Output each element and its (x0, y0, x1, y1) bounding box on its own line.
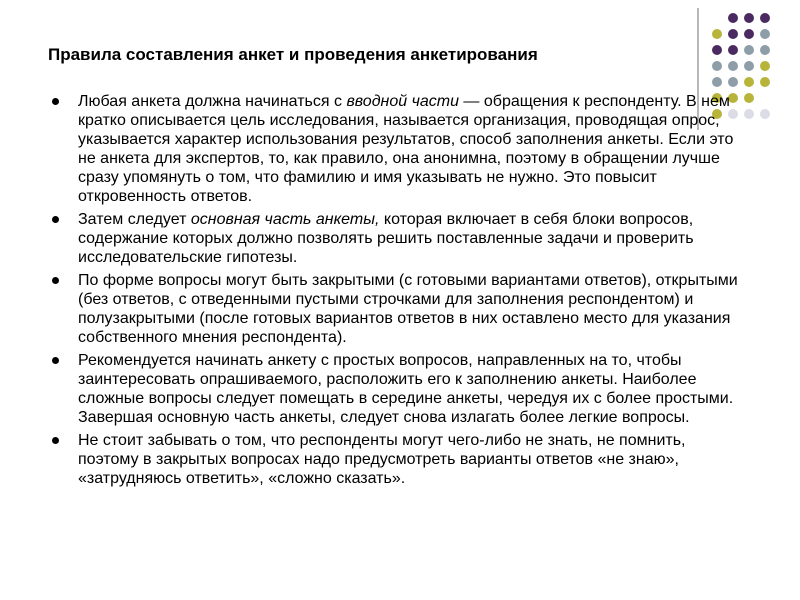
decorative-dot (744, 61, 754, 71)
paragraph-text: которая включает в себя блоки вопросов, содержание которых должно позволять решить поставленные задачи и проверить исследовательские гипотезы. (78, 211, 699, 266)
decorative-dot (744, 109, 754, 119)
decorative-dot (760, 93, 770, 103)
bullet-paragraph-recommendations (52, 351, 742, 427)
paragraph-text: Не стоит забывать о том, что респонденты могут чего-либо не знать, не помнить, поэтому в закрытых вопросах надо предусмотреть варианты ответов «не знаю», «затрудняюсь ответить», «сложно сказать». (78, 432, 690, 487)
decorative-dot (760, 109, 770, 119)
paragraph-text: Любая анкета должна начинаться с (78, 93, 347, 110)
bullet-dot (52, 357, 59, 364)
paragraph-text: — обращения к респонденту. В нем кратко описывается цель исследования, называется организация, проводящая опрос, указывается характер использования результатов, способ заполнения анкеты. Если это не анкета для экспертов, то, как правило, она анонимна, поэтому в обращении лучше сразу упомянуть о том, что фамилию и имя указывать не нужно. Это повысит откровенность ответов. (78, 93, 738, 205)
paragraph-emphasis: вводной части (346, 93, 459, 110)
decorative-dot (712, 77, 722, 87)
decorative-dot (728, 29, 738, 39)
decorative-dot (760, 77, 770, 87)
decorative-dot (712, 29, 722, 39)
bullet-paragraph-intro (52, 92, 742, 206)
decorative-dot (760, 29, 770, 39)
bullet-dot (52, 98, 59, 105)
bullet-dot (52, 216, 59, 223)
bullet-dot (52, 277, 59, 284)
decorative-dot (760, 13, 770, 23)
paragraph-emphasis: основная часть анкеты, (190, 211, 380, 228)
decorative-dot (744, 29, 754, 39)
decorative-dot (760, 45, 770, 55)
decorative-dot (760, 61, 770, 71)
decorative-dot (728, 77, 738, 87)
bullet-dot (52, 437, 59, 444)
bullet-list (52, 92, 742, 488)
decorative-dot (728, 13, 738, 23)
paragraph-text: Рекомендуется начинать анкету с простых вопросов, направленных на то, чтобы заинтересовать опрашиваемого, расположить его к заполнению анкеты. Наиболее сложные вопросы следует помещать в середине анкеты, чередуя их с более простыми. Завершая основную часть анкеты, следует снова излагать более легкие вопросы. (78, 352, 738, 426)
decorative-dot (712, 61, 722, 71)
decorative-dot (728, 45, 738, 55)
slide-title: Правила составления анкет и проведения анкетирования (48, 45, 538, 64)
bullet-paragraph-main-part (52, 210, 742, 267)
bullet-paragraph-answer-options (52, 431, 742, 488)
decorative-dot (728, 61, 738, 71)
paragraph-text: По форме вопросы могут быть закрытыми (с готовыми вариантами ответов), открытыми (без ответов, с отведенными пустыми строчками для заполнения респондентом) и полузакрытыми (после готовых вариантов ответов в них оставлено место для указания собственного мнения респондента). (78, 272, 743, 346)
decorative-dot (744, 13, 754, 23)
decorative-dot (744, 45, 754, 55)
decorative-dot (744, 77, 754, 87)
bullet-paragraph-question-forms (52, 271, 742, 347)
decorative-dot (712, 45, 722, 55)
decorative-dot (712, 13, 722, 23)
paragraph-text: Затем следует (78, 211, 191, 228)
decorative-dot (744, 93, 754, 103)
